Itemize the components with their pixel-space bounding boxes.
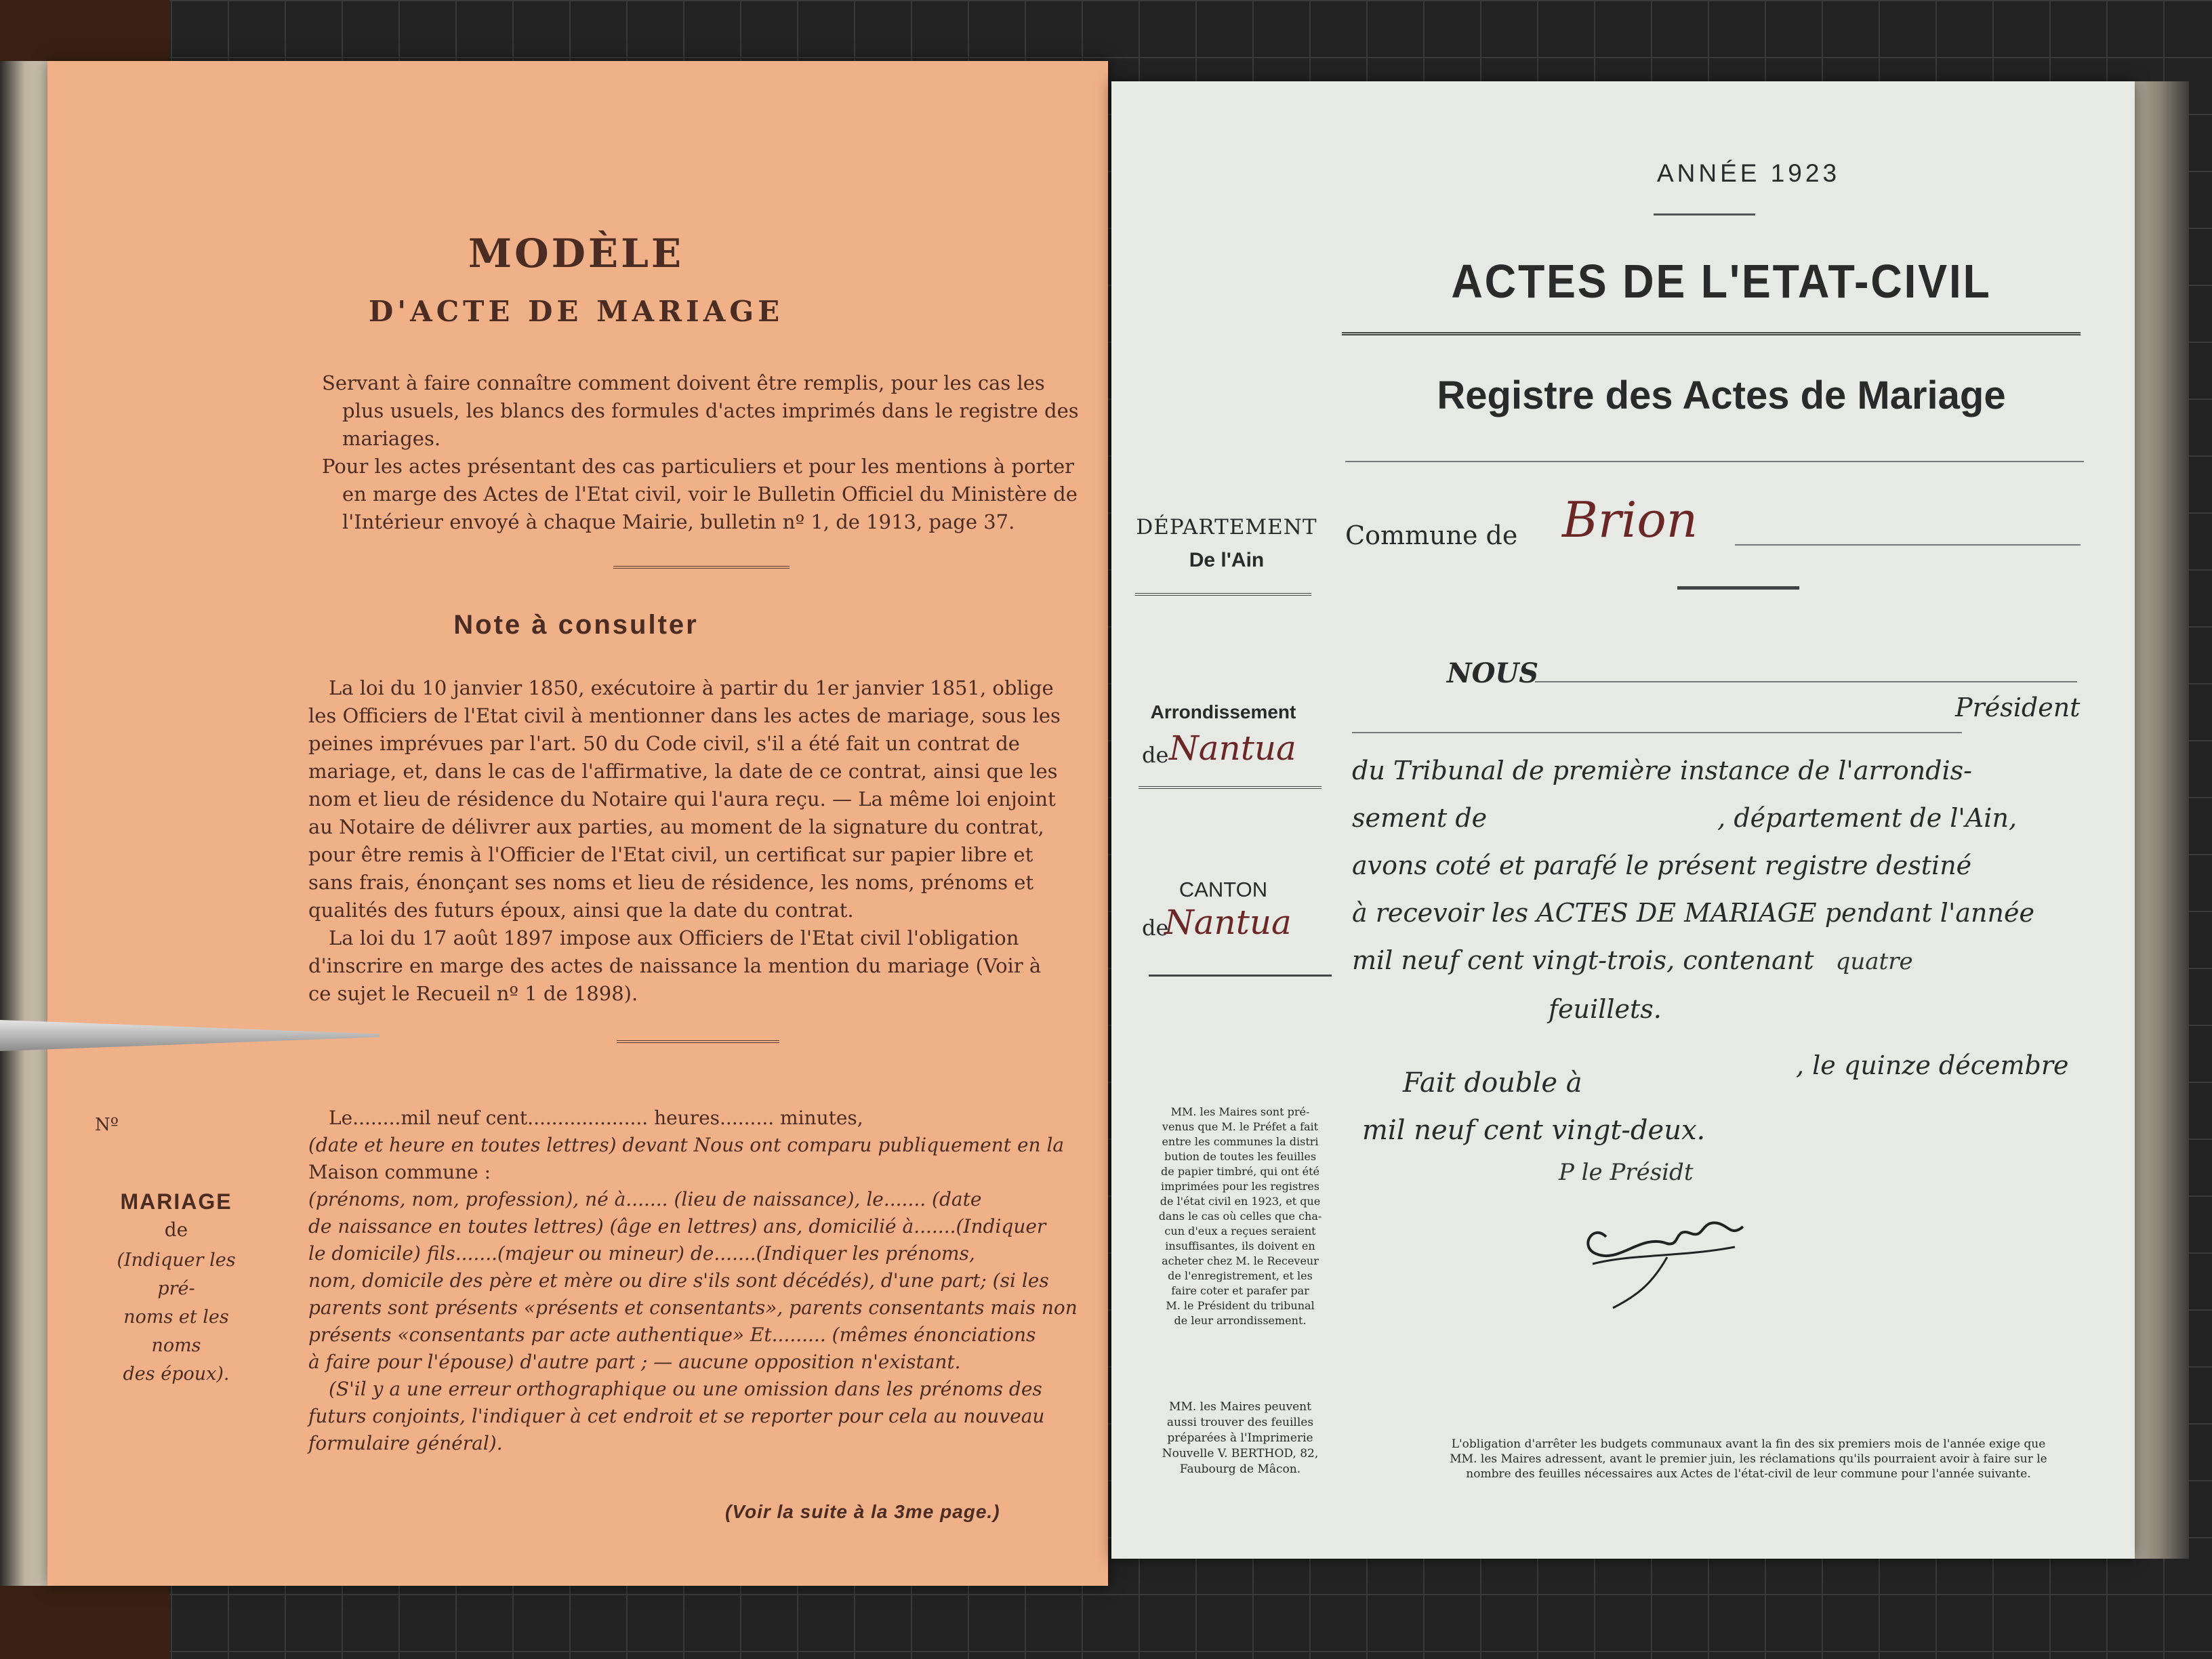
note-line: aussi trouver des feuilles (1166, 1416, 1314, 1429)
page-subtitle: D'ACTE DE MARIAGE (368, 295, 784, 328)
intro-line: Pour les actes présentant des cas particuliers et pour les mentions à porter (322, 455, 1074, 478)
note-maires (1149, 1105, 1332, 1328)
canton-de: de (1142, 915, 1169, 941)
intro-line: plus usuels, les blancs des formules d'actes imprimés dans le registre des (342, 399, 1079, 422)
intro-line: Servant à faire connaître comment doivent être remplis, pour les cas les (322, 371, 1045, 394)
note-line: Faubourg de Mâcon. (1179, 1462, 1301, 1476)
margin-heading: MARIAGE (120, 1189, 232, 1214)
body-line: avons coté et parafé le présent registre destiné (1352, 851, 1972, 880)
note-line: préparées à l'Imprimerie (1167, 1431, 1313, 1445)
form-line: parents sont présents «présents et consentants», parents consentants mais non (308, 1296, 1078, 1319)
margin-column (102, 1189, 251, 1389)
fait-double-label: Fait double à (1403, 1067, 1582, 1099)
date-fragment: , le quinze décembre (1796, 1050, 2069, 1080)
note-line: MM. les Maires sont pré- (1170, 1105, 1310, 1118)
note-line: bution de toutes les feuilles (1164, 1150, 1317, 1163)
body-text (1352, 747, 2104, 1033)
form-line: le domicile) fils.......(majeur ou mineur) de.......(Indiquer les prénoms, (308, 1242, 975, 1265)
form-line: futurs conjoints, l'indiquer à cet endroit et se reporter pour cela au nouveau (308, 1405, 1045, 1427)
note-line: M. le Président du tribunal (1166, 1299, 1315, 1312)
department-label: DÉPARTEMENT (1136, 515, 1317, 539)
margin-instruction (102, 1246, 251, 1389)
divider (613, 566, 790, 569)
intro-text (322, 369, 1081, 536)
note-line: peines imprévues par l'art. 50 du Code civil, s'il a été fait un contrat de (308, 732, 1020, 755)
president-label: Président (1955, 693, 2081, 722)
form-line: (date et heure en toutes lettres) devant Nous ont comparu publiquement en la (308, 1134, 1065, 1156)
note-line: de l'état civil en 1923, et que (1160, 1195, 1321, 1208)
right-page (1111, 81, 2135, 1559)
nous-label: NOUS (1447, 657, 1539, 689)
form-line: de naissance en toutes lettres) (âge en lettres) ans, domicilié à.......(Indiquer (308, 1215, 1046, 1237)
form-line: à faire pour l'épouse) d'autre part ; — aucune opposition n'existant. (308, 1351, 961, 1373)
page-count-handwritten: quatre (1835, 948, 1913, 975)
note-line: cun d'eux a reçues seraient (1164, 1225, 1316, 1237)
note-line: faire coter et parafer par (1171, 1284, 1309, 1297)
margin-de: de (164, 1218, 188, 1241)
note-line: imprimées pour les registres (1161, 1180, 1319, 1193)
note-line: La loi du 17 août 1897 impose aux Officiers de l'Etat civil l'obligation (329, 926, 1019, 949)
form-line: formulaire général). (308, 1432, 503, 1454)
bottom-note (1382, 1437, 2114, 1481)
fill-line (1735, 544, 2081, 546)
register-subtitle: Registre des Actes de Mariage (1437, 373, 2006, 417)
left-page (47, 61, 1108, 1586)
year-line: mil neuf cent vingt-deux. (1362, 1115, 1706, 1146)
signature-note: P le Présidt (1559, 1159, 1694, 1186)
body-fragment: , département de l'Ain, (1717, 803, 2018, 833)
form-line: Le........mil neuf cent.................... heures......... minutes, (329, 1107, 863, 1129)
arrondissement-label: Arrondissement (1150, 701, 1296, 722)
canton-value: Nantua (1164, 903, 1292, 942)
note-line: sans frais, énonçant ses noms et lieu de résidence, les noms, prénoms et (308, 871, 1034, 894)
note-line: qualités des futurs époux, ainsi que la date du contrat. (308, 899, 854, 922)
arrondissement-de: de (1142, 742, 1169, 768)
form-text (308, 1105, 1088, 1457)
divider (1677, 586, 1799, 590)
continued-note: (Voir la suite à la 3me page.) (725, 1501, 1000, 1522)
divider (1135, 593, 1311, 596)
divider (1342, 332, 2081, 335)
note-line: L'obligation d'arrêter les budgets communaux avant la fin des six premiers mois de l'année exige que (1451, 1437, 2046, 1451)
form-line: Maison commune : (308, 1161, 491, 1183)
department-value: De l'Ain (1189, 549, 1265, 571)
arrondissement-value: Nantua (1169, 729, 1296, 768)
fill-line (1535, 681, 2077, 682)
note-line: de l'enregistrement, et les (1168, 1269, 1313, 1282)
note-line: acheter chez M. le Receveur (1162, 1254, 1319, 1267)
divider (617, 1040, 779, 1043)
intro-line: l'Intérieur envoyé à chaque Mairie, bulletin nº 1, de 1913, page 37. (342, 510, 1015, 533)
note-line: MM. les Maires adressent, avant le premier juin, les réclamations qu'ils pourraient avoir à faire sur le (1450, 1452, 2047, 1466)
body-line (1352, 937, 2104, 985)
note-text (308, 674, 1084, 1008)
note-line: nom et lieu de résidence du Notaire qui l'aura reçu. — La même loi enjoint (308, 787, 1056, 811)
divider (1139, 786, 1322, 789)
year-heading: ANNÉE 1923 (1656, 159, 1841, 187)
page-title: MODÈLE (468, 230, 684, 276)
form-line: (prénoms, nom, profession), né à....... (lieu de naissance), le....... (date (308, 1188, 982, 1210)
note-line: dans le cas où celles que cha- (1158, 1210, 1322, 1223)
form-line: (S'il y a une erreur orthographique ou une omission dans les prénoms des (329, 1378, 1042, 1400)
form-line: présents «consentants par acte authentique» Et......... (mêmes énonciations (308, 1324, 1036, 1346)
body-line: à recevoir les ACTES DE MARIAGE pendant l'année (1352, 898, 2034, 928)
commune-value: Brion (1562, 491, 1698, 548)
note-line: ce sujet le Recueil nº 1 de 1898). (308, 982, 638, 1005)
note-line: entre les communes la distri (1162, 1135, 1319, 1148)
number-label: Nº (95, 1115, 119, 1135)
note-imprimerie (1149, 1399, 1332, 1477)
note-line: mariage, et, dans le cas de l'affirmative, la date de ce contrat, ainsi que les (308, 760, 1058, 783)
body-line (1352, 794, 2104, 842)
body-fragment: mil neuf cent vingt-trois, contenant (1352, 945, 1814, 975)
note-line: La loi du 10 janvier 1850, exécutoire à partir du 1er janvier 1851, oblige (329, 676, 1054, 699)
register-title: ACTES DE L'ETAT-CIVIL (1451, 255, 1992, 308)
margin-line: noms et les noms (123, 1307, 229, 1356)
note-line: au Notaire de délivrer aux parties, au moment de la signature du contrat, (308, 815, 1044, 838)
note-line: venus que M. le Préfet a fait (1162, 1120, 1319, 1133)
signature-image (1565, 1206, 1769, 1315)
divider (1345, 461, 2084, 462)
note-line: les Officiers de l'Etat civil à mentionner dans les actes de mariage, sous les (308, 704, 1061, 727)
note-line: d'inscrire en marge des actes de naissance la mention du mariage (Voir à (308, 954, 1042, 977)
form-line: nom, domicile des père et mère ou dire s'ils sont décédés), d'une part; (si les (308, 1269, 1049, 1292)
note-line: Nouvelle V. BERTHOD, 82, (1162, 1447, 1319, 1460)
commune-label: Commune de (1345, 520, 1518, 550)
note-heading: Note à consulter (453, 610, 699, 640)
note-line: de papier timbré, qui ont été (1161, 1165, 1319, 1178)
intro-line: en marge des Actes de l'Etat civil, voir le Bulletin Officiel du Ministère de (342, 483, 1078, 506)
note-line: MM. les Maires peuvent (1169, 1400, 1311, 1414)
body-line: du Tribunal de première instance de l'arrondis- (1352, 756, 1973, 785)
margin-line: (Indiquer les pré- (117, 1250, 236, 1299)
note-line: nombre des feuilles nécessaires aux Actes de l'état-civil de leur commune pour l'année suivante. (1466, 1467, 2031, 1481)
body-fragment: sement de (1352, 803, 1488, 833)
body-line: feuillets. (1549, 994, 1662, 1024)
note-line: de leur arrondissement. (1174, 1314, 1307, 1327)
intro-line: mariages. (342, 427, 441, 450)
margin-line: des époux). (123, 1364, 230, 1385)
canton-label: CANTON (1179, 878, 1268, 901)
divider (1149, 975, 1332, 977)
note-line: insuffisantes, ils doivent en (1165, 1240, 1315, 1252)
note-line: pour être remis à l'Officier de l'Etat civil, un certificat sur papier libre et (308, 843, 1033, 866)
divider (1654, 213, 1755, 216)
fill-line (1352, 732, 1962, 733)
